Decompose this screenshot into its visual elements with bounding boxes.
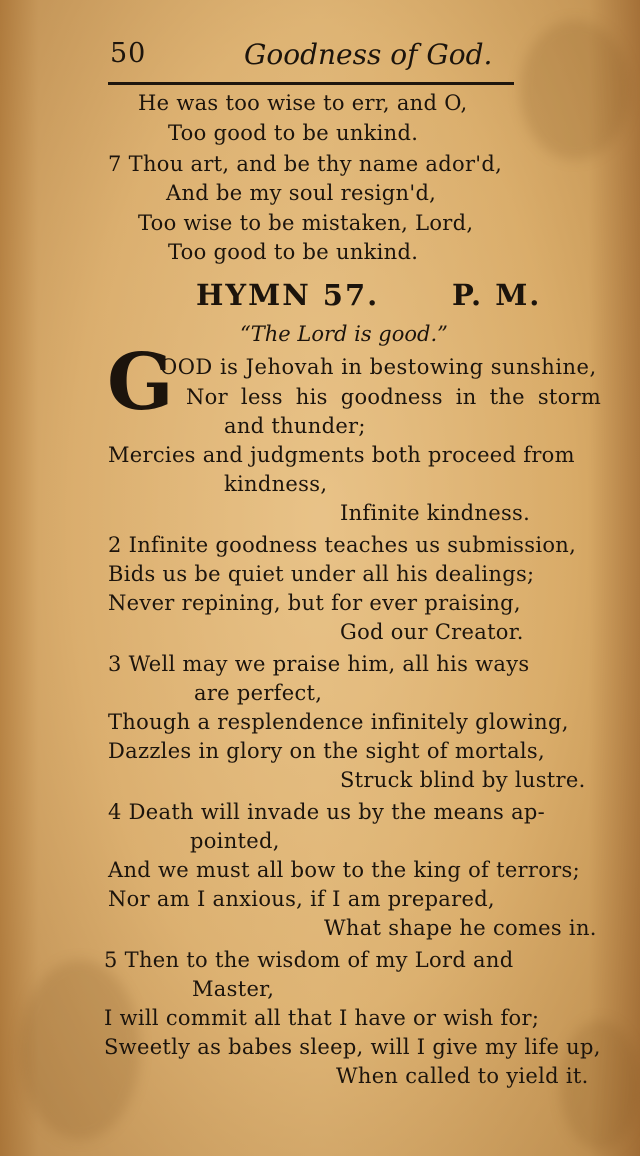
verse-line: Mercies and judgments both proceed from xyxy=(108,443,575,467)
verse-line: 7 Thou art, and be thy name ador'd, xyxy=(108,152,503,176)
verse-line: He was too wise to err, and O, xyxy=(138,91,468,115)
drop-cap: G xyxy=(107,337,174,428)
page-number: 50 xyxy=(110,38,147,69)
verse-line: OOD is Jehovah in bestowing sunshine, xyxy=(160,355,597,379)
verse-line: Master, xyxy=(192,977,275,1001)
verse-line: pointed, xyxy=(190,829,280,853)
verse-line: And we must all bow to the king of terrors; xyxy=(108,858,580,882)
verse-line: kindness, xyxy=(224,472,328,496)
verse-line: 3 Well may we praise him, all his ways xyxy=(108,652,530,676)
verse-line: Nor am I anxious, if I am prepared, xyxy=(108,887,495,911)
verse-line: Sweetly as babes sleep, will I give my life up, xyxy=(104,1035,601,1059)
verse-line: Though a resplendence infinitely glowing, xyxy=(108,710,569,734)
verse-line: When called to yield it. xyxy=(336,1064,589,1088)
verse-line: What shape he comes in. xyxy=(324,916,597,940)
verse-line: And be my soul resign'd, xyxy=(166,181,437,205)
verse-line: 5 Then to the wisdom of my Lord and xyxy=(104,948,514,972)
verse-line: Never repining, but for ever praising, xyxy=(108,591,521,615)
verse-line: Too good to be unkind. xyxy=(168,121,419,145)
header-rule xyxy=(108,82,514,85)
verse-line: Infinite kindness. xyxy=(340,501,531,525)
verse-line: Nor less his goodness in the storm xyxy=(186,385,602,409)
hymn-title: HYMN 57. xyxy=(196,278,380,312)
verse-line: Too good to be unkind. xyxy=(168,240,419,264)
verse-line: God our Creator. xyxy=(340,620,524,644)
verse-line: are perfect, xyxy=(194,681,323,705)
paper-stain xyxy=(520,20,630,160)
verse-line: Dazzles in glory on the sight of mortals, xyxy=(108,739,545,763)
verse-line: Too wise to be mistaken, Lord, xyxy=(138,211,474,235)
verse-line: Struck blind by lustre. xyxy=(340,768,586,792)
verse-line: Bids us be quiet under all his dealings; xyxy=(108,562,535,586)
verse-line: I will commit all that I have or wish for; xyxy=(104,1006,540,1030)
verse-line: and thunder; xyxy=(224,414,366,438)
hymn-meter: P. M. xyxy=(452,278,542,312)
hymn-subtitle: “The Lord is good.” xyxy=(240,322,448,346)
verse-line: 2 Infinite goodness teaches us submission, xyxy=(108,533,577,557)
verse-line: 4 Death will invade us by the means ap- xyxy=(108,800,546,824)
running-title: Goodness of God. xyxy=(244,38,493,71)
